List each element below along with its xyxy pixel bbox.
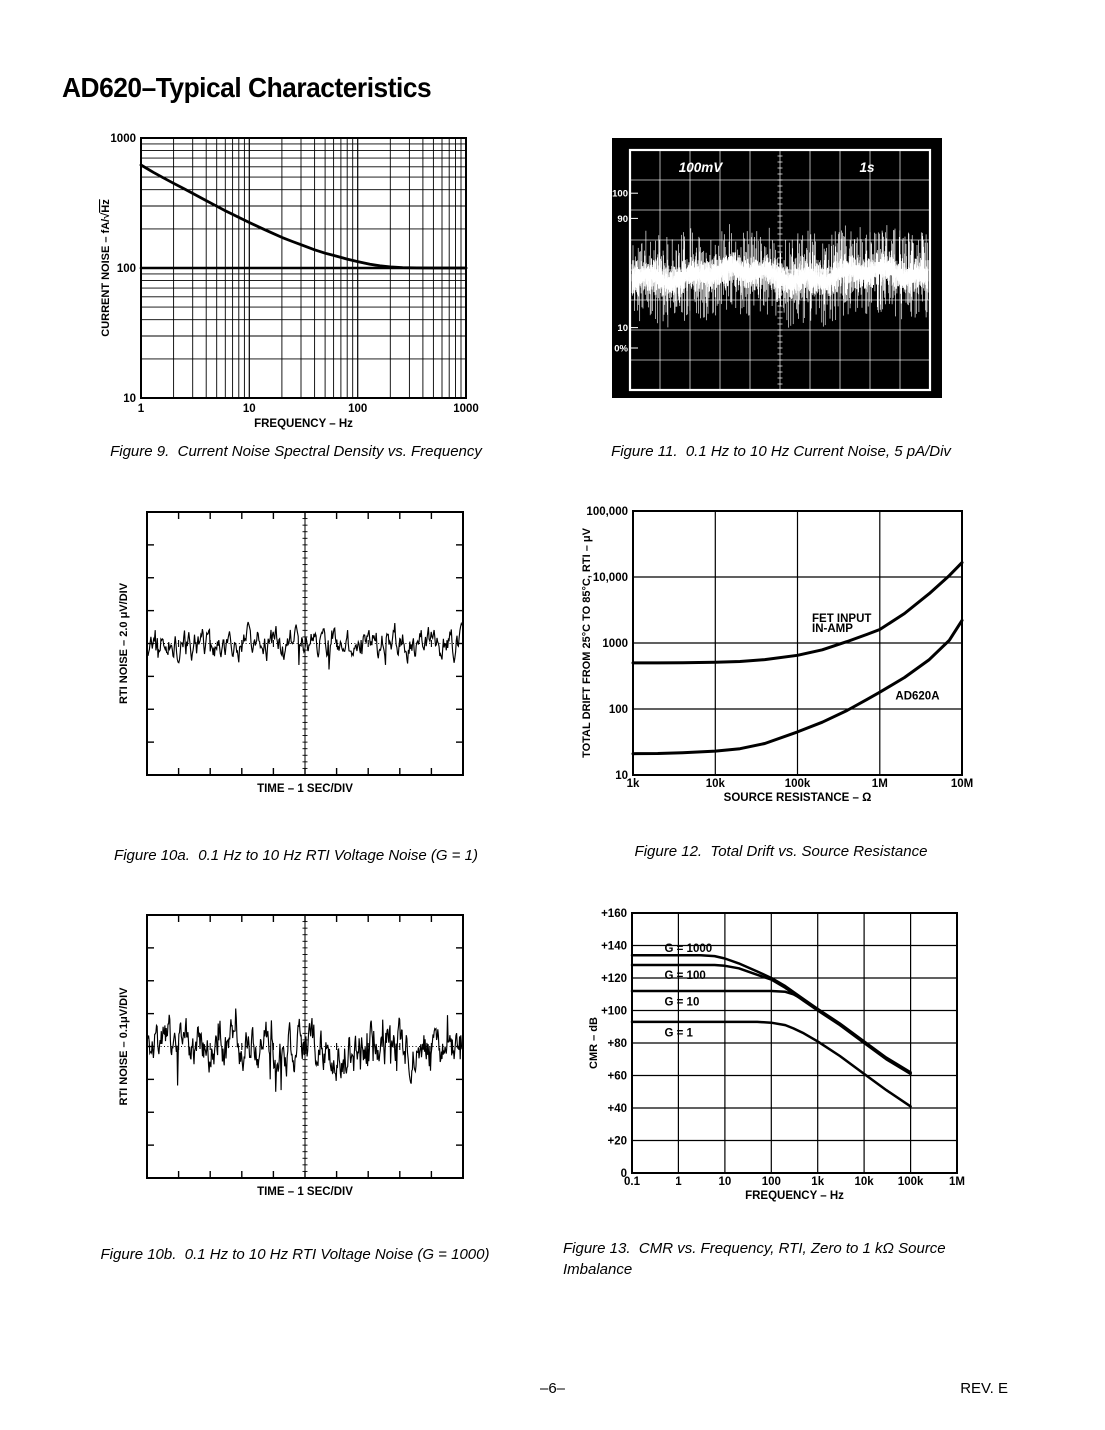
y-tick-label: 10	[123, 393, 136, 405]
y-tick-label: 100	[608, 704, 628, 716]
y-tick-label: 1000	[110, 133, 136, 145]
series-current-noise-spectral-density	[141, 165, 466, 268]
y-tick-label: +120	[601, 973, 627, 985]
figure-11-oscilloscope	[612, 138, 942, 398]
page-title: AD620–Typical Characteristics	[62, 72, 432, 103]
figure-10b-caption: Figure 10b. 0.1 Hz to 10 Hz RTI Voltage Noise (G = 1000)	[100, 1246, 490, 1263]
x-tick-label: 1	[137, 403, 145, 415]
curve-annotation: AD620A	[895, 690, 940, 703]
y-tick-label: 10	[615, 770, 628, 782]
figure-10a-noise-trace	[110, 505, 480, 801]
x-tick-label: 1k	[811, 1176, 825, 1188]
percent-marker-label: 90	[617, 213, 628, 225]
curve-annotation: G = 1000	[664, 942, 713, 955]
fig10b-x-axis-label: TIME – 1 SEC/DIV	[257, 1186, 353, 1198]
x-tick-label: 10	[718, 1176, 732, 1188]
figure-12-total-drift-chart	[575, 500, 975, 806]
x-tick-label: 1000	[453, 403, 479, 415]
fig10a-x-axis-label: TIME – 1 SEC/DIV	[257, 783, 353, 795]
figure-10a-caption: Figure 10a. 0.1 Hz to 10 Hz RTI Voltage Noise (G = 1)	[114, 847, 478, 864]
y-tick-label: +80	[607, 1038, 627, 1050]
fig12-x-axis-label: SOURCE RESISTANCE – Ω	[723, 792, 872, 804]
x-tick-label: 0.1	[624, 1176, 640, 1188]
page-number: –6–	[539, 1380, 566, 1397]
x-tick-label: 100k	[897, 1176, 924, 1188]
time-per-div-label: 1s	[859, 160, 875, 175]
y-tick-label: 100,000	[586, 506, 628, 518]
figure-13-cmr-chart	[575, 900, 975, 1212]
figure-11-caption: Figure 11. 0.1 Hz to 10 Hz Current Noise, 5 pA/Div	[611, 443, 951, 460]
curve-annotation: G = 100	[664, 969, 706, 982]
x-tick-label: 10k	[705, 778, 725, 790]
y-tick-label: +100	[601, 1005, 627, 1018]
figure-12-caption: Figure 12. Total Drift vs. Source Resistance	[634, 843, 928, 860]
revision-label: REV. E	[960, 1380, 1008, 1397]
x-tick-label: 10M	[950, 778, 974, 790]
curve-annotation: G = 1	[664, 1027, 693, 1040]
y-tick-label: 0	[620, 1168, 627, 1180]
fig10b-y-axis-label: RTI NOISE – 0.1μV/DIV	[118, 987, 130, 1106]
x-tick-label: 10k	[854, 1176, 874, 1188]
y-tick-label: +20	[607, 1135, 627, 1148]
y-tick-label: 10,000	[592, 572, 628, 584]
y-tick-label: 1000	[602, 638, 628, 650]
fig10a-y-axis-label: RTI NOISE – 2.0 μV/DIV	[118, 582, 130, 705]
x-tick-label: 10	[242, 403, 256, 415]
x-tick-label: 1	[675, 1176, 682, 1188]
y-tick-label: +140	[601, 940, 627, 953]
curve-annotation: FET INPUT	[812, 612, 872, 625]
figure-9-caption: Figure 9. Current Noise Spectral Density vs. Frequency	[110, 443, 482, 460]
figure-13-caption: Figure 13. CMR vs. Frequency, RTI, Zero to 1 kΩ Source Imbalance	[563, 1240, 950, 1278]
x-tick-label: 1k	[626, 778, 640, 790]
fig12-y-axis-label: TOTAL DRIFT FROM 25°C TO 85°C, RTI – μV	[581, 528, 593, 758]
curve-annotation: IN-AMP	[812, 622, 853, 635]
y-tick-label: +40	[607, 1103, 627, 1115]
x-tick-label: 100	[761, 1176, 781, 1188]
fig9-y-axis-label: CURRENT NOISE – fA/√Hz	[100, 199, 112, 337]
x-tick-label: 100k	[784, 778, 811, 790]
x-tick-label: 100	[348, 403, 368, 415]
fig13-y-axis-label: CMR – dB	[588, 1017, 600, 1069]
y-tick-label: 100	[116, 263, 136, 275]
percent-marker-label: 100	[612, 188, 628, 200]
volts-per-div-label: 100mV	[678, 160, 723, 175]
x-tick-label: 1M	[949, 1176, 965, 1188]
figure-9-current-noise-chart	[95, 128, 485, 433]
x-tick-label: 1M	[871, 778, 888, 790]
percent-marker-label: 10	[617, 323, 628, 335]
y-tick-label: +60	[607, 1070, 627, 1083]
fig9-x-axis-label: FREQUENCY – Hz	[254, 418, 353, 430]
percent-marker-label: 0%	[614, 343, 628, 355]
curve-annotation: G = 10	[664, 996, 700, 1009]
y-tick-label: +160	[601, 908, 627, 920]
figure-10b-noise-trace	[110, 908, 480, 1204]
fig13-x-axis-label: FREQUENCY – Hz	[745, 1190, 844, 1202]
